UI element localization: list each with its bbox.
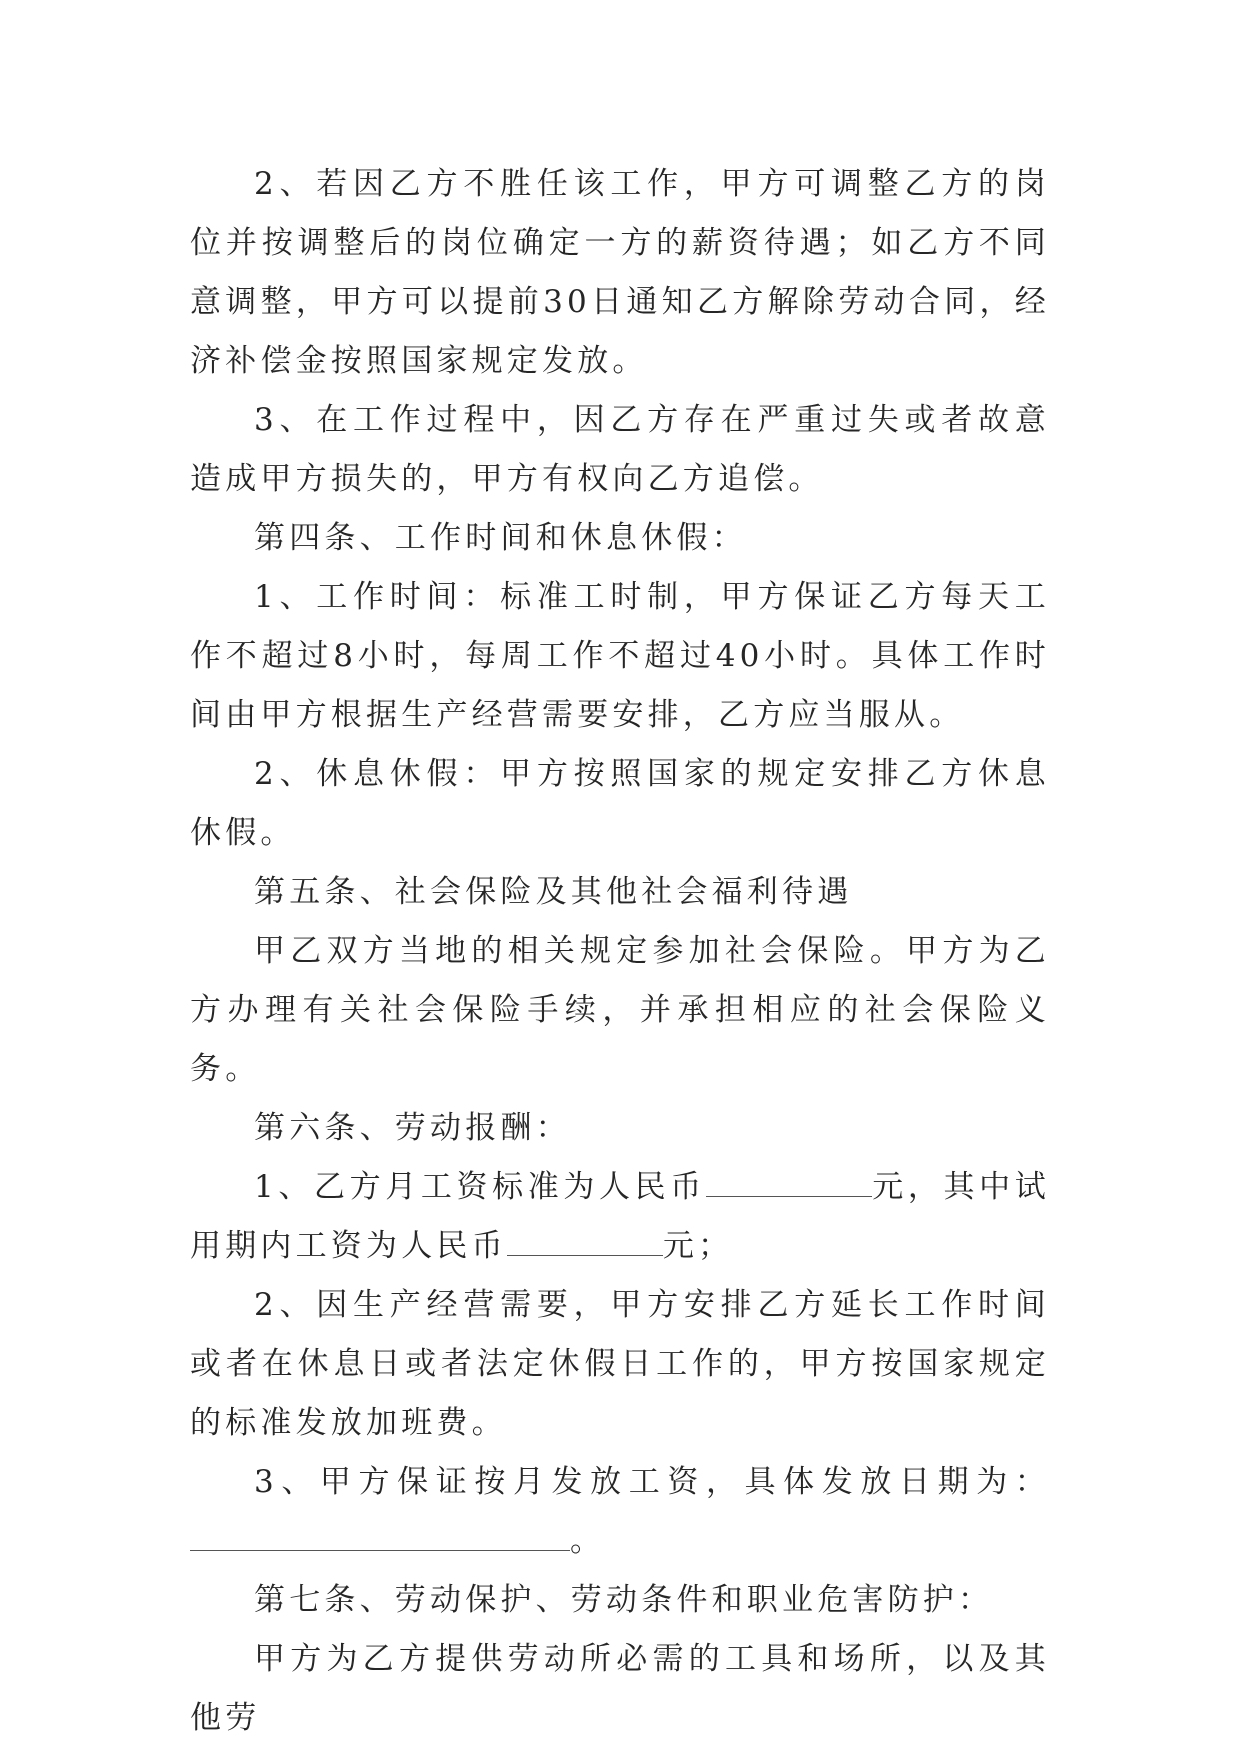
salary-text-2: 元，其中试用期内工资为人民币 bbox=[190, 1169, 1051, 1264]
article-6-title: 第六条、劳动报酬： bbox=[254, 1110, 571, 1146]
clause-overtime: 2、因生产经营需要，甲方安排乙方延长工作时间或者在休息日或者法定休假日工作的，甲方按国家规定的标准发放加班费。 bbox=[190, 1287, 1050, 1441]
article-7-body: 甲方为乙方提供劳动所必需的工具和场所，以及其他劳 bbox=[190, 1641, 1050, 1736]
clause-payday-label: 3、甲方保证按月发放工资，具体发放日期为： bbox=[254, 1464, 1050, 1500]
payday-blank bbox=[190, 1524, 570, 1551]
clause-monthly-salary bbox=[190, 1158, 1050, 1276]
article-4-title: 第四条、工作时间和休息休假： bbox=[254, 520, 747, 556]
article-5-title: 第五条、社会保险及其他社会福利待遇 bbox=[254, 874, 853, 910]
clause-social-insurance: 甲乙双方当地的相关规定参加社会保险。甲方为乙方办理有关社会保险手续，并承担相应的社会保险义务。 bbox=[190, 933, 1050, 1087]
salary-text-3: 元； bbox=[662, 1228, 734, 1264]
clause-working-hours: 1、工作时间：标准工时制，甲方保证乙方每天工作不超过8小时，每周工作不超过40小时。具体工作时间由甲方根据生产经营需要安排，乙方应当服从。 bbox=[190, 579, 1050, 733]
clause-adjust-position: 2、若因乙方不胜任该工作，甲方可调整乙方的岗位并按调整后的岗位确定一方的薪资待遇；如乙方不同意调整，甲方可以提前30日通知乙方解除劳动合同，经济补偿金按照国家规定发放。 bbox=[190, 166, 1050, 379]
salary-blank bbox=[706, 1170, 872, 1197]
contract-text bbox=[190, 155, 1050, 1748]
payday-end: 。 bbox=[570, 1523, 606, 1559]
article-7-title: 第七条、劳动保护、劳动条件和职业危害防护： bbox=[254, 1582, 994, 1618]
clause-rest-leave: 2、休息休假：甲方按照国家的规定安排乙方休息休假。 bbox=[190, 756, 1050, 851]
probation-salary-blank bbox=[507, 1229, 663, 1256]
salary-text-1: 1、乙方月工资标准为人民币 bbox=[254, 1169, 706, 1205]
clause-compensation: 3、在工作过程中，因乙方存在严重过失或者故意造成甲方损失的，甲方有权向乙方追偿。 bbox=[190, 402, 1050, 497]
clause-payday-blank-line bbox=[190, 1512, 1050, 1571]
